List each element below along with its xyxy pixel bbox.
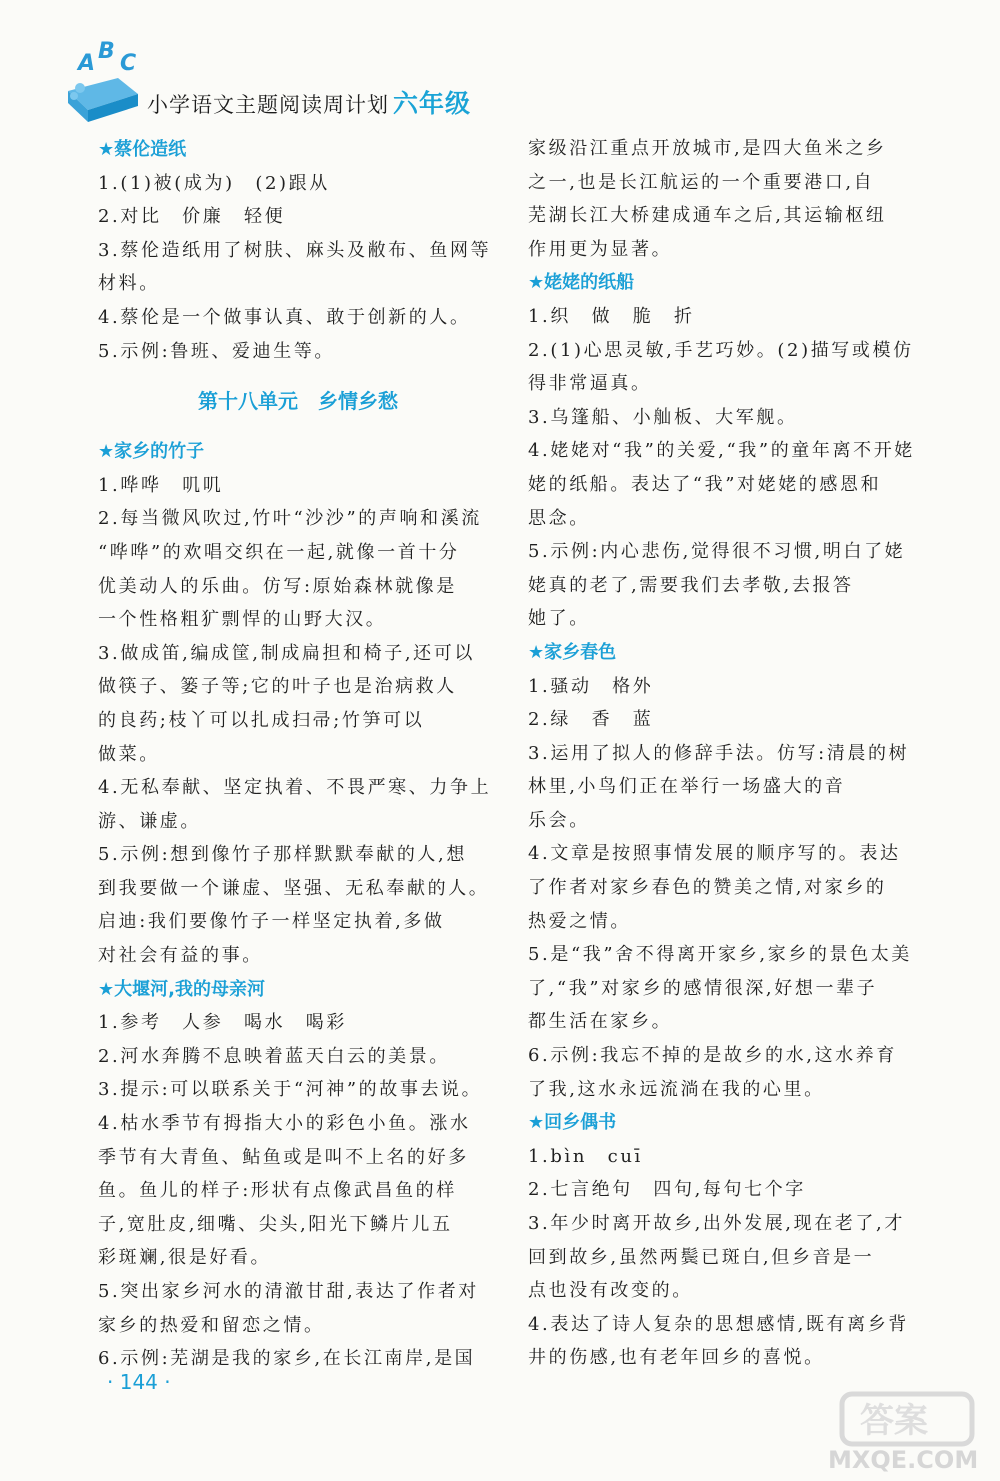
right-column	[528, 132, 918, 1375]
answer-line: 做菜。	[98, 743, 160, 765]
svg-text:C: C	[120, 51, 137, 76]
answer-line: 3.蔡伦造纸用了树肤、麻头及敝布、鱼网等	[98, 239, 492, 261]
answer-line: 4.文章是按照事情发展的顺序写的。表达	[528, 843, 901, 865]
section-heading: ★回乡偶书	[528, 1112, 617, 1134]
answer-line: 井的伤感,也有老年回乡的喜悦。	[528, 1347, 825, 1369]
answer-line: 了作者对家乡春色的赞美之情,对家乡的	[528, 877, 887, 899]
answer-line: 鱼。鱼儿的样子:形状有点像武昌鱼的样	[98, 1180, 457, 1202]
answer-line: 游、谦虚。	[98, 810, 201, 832]
answer-line: 她了。	[528, 608, 590, 630]
answer-line: 4.姥姥对“我”的关爱,“我”的童年离不开姥	[528, 440, 915, 462]
answer-line: 林里,小鸟们正在举行一场盛大的音	[528, 776, 846, 798]
answer-line: 之一,也是长江航运的一个重要港口,自	[528, 171, 875, 193]
section-heading: ★大堰河,我的母亲河	[98, 978, 265, 1000]
unit-title: 第十八单元 乡情乡愁	[198, 389, 398, 414]
answer-line: 了我,这水永远流淌在我的心里。	[528, 1078, 825, 1100]
answer-line: 5.突出家乡河水的清澈甘甜,表达了作者对	[98, 1281, 479, 1302]
answer-line: 2.每当微风吹过,竹叶“沙沙”的声响和溪流	[98, 508, 482, 530]
answer-line: 3.运用了拟人的修辞手法。仿写:清晨的树	[528, 742, 910, 764]
answer-line: 6.示例:我忘不掉的是故乡的水,这水养育	[528, 1045, 897, 1067]
answer-line: 了,“我”对家乡的感情很深,好想一辈子	[528, 977, 878, 999]
answer-line: 做筷子、篓子等;它的叶子也是治病救人	[98, 676, 457, 698]
answer-line: 5.是“我”舍不得离开家乡,家乡的景色太美	[528, 944, 912, 966]
answer-line: 对社会有益的事。	[98, 945, 263, 967]
section-heading: ★家乡的竹子	[98, 441, 205, 463]
page-header	[60, 36, 620, 126]
answer-line: 得非常逼真。	[528, 373, 652, 395]
book-title-text: 小学语文主题阅读周计划	[147, 93, 389, 117]
answer-line: 1.(1)被(成为) (2)跟从	[98, 172, 330, 194]
answer-line: 1.bìn cuī	[528, 1145, 643, 1167]
answer-line: 3.年少时离开故乡,出外发展,现在老了,才	[528, 1213, 905, 1234]
answer-line: 子,宽肚皮,细嘴、尖头,阳光下鳞片儿五	[98, 1213, 453, 1235]
answer-line: 思念。	[528, 507, 590, 529]
answer-line: 5.示例:内心悲伤,觉得很不习惯,明白了姥	[528, 541, 906, 563]
answer-line: 家级沿江重点开放城市,是四大鱼米之乡	[528, 138, 887, 159]
svg-text:答案: 答案	[860, 1401, 928, 1441]
answer-line: 启迪:我们要像竹子一样坚定执着,多做	[98, 911, 445, 933]
answer-line: 2.绿 香 蓝	[528, 709, 654, 731]
answer-line: 5.示例:想到像竹子那样默默奉献的人,想	[98, 844, 467, 866]
answer-line: 3.做成笛,编成筐,制成扁担和椅子,还可以	[98, 642, 475, 664]
answer-line: 季节有大青鱼、鲇鱼或是叫不上名的好多	[98, 1146, 469, 1168]
answer-line: 1.骚动 格外	[528, 675, 654, 697]
answer-line: 点也没有改变的。	[528, 1280, 693, 1302]
left-column	[98, 133, 498, 1376]
abc-book-logo-icon	[60, 36, 150, 126]
watermark-logo-icon	[820, 1388, 990, 1476]
answer-line: 1.哗哗 叽叽	[98, 474, 224, 496]
answer-line: 4.蔡伦是一个做事认真、敢于创新的人。	[98, 306, 471, 328]
answer-line: 1.参考 人参 喝水 喝彩	[98, 1012, 347, 1034]
answer-line: 2.河水奔腾不息映着蓝天白云的美景。	[98, 1045, 450, 1067]
svg-text:A: A	[78, 51, 96, 76]
answer-line: 2.对比 价廉 轻便	[98, 206, 286, 228]
answer-line: 2.七言绝句 四句,每句七个字	[528, 1179, 806, 1201]
answer-line: 3.乌篷船、小舢板、大军舰。	[528, 406, 798, 428]
section-heading: ★家乡春色	[528, 641, 617, 663]
page-number: · 144 ·	[107, 1370, 171, 1394]
section-heading: ★蔡伦造纸	[98, 139, 187, 160]
watermark-text: MXQE.COM	[828, 1446, 979, 1474]
answer-line: 姥真的老了,需要我们去孝敬,去报答	[528, 574, 854, 596]
answer-line: 姥的纸船。表达了“我”对姥姥的感恩和	[528, 473, 882, 495]
answer-line: 4.无私奉献、坚定执着、不畏严寒、力争上	[98, 777, 492, 799]
answer-line: 热爱之情。	[528, 910, 631, 932]
answer-line: 回到故乡,虽然两鬓已斑白,但乡音是一	[528, 1246, 875, 1268]
answer-line: 都生活在家乡。	[528, 1011, 673, 1033]
answer-line: 的良药;枝丫可以扎成扫帚;竹笋可以	[98, 709, 425, 731]
answer-line: 乐会。	[528, 809, 590, 831]
answer-line: 3.提示:可以联系关于“河神”的故事去说。	[98, 1079, 483, 1101]
answer-line: 芜湖长江大桥建成通车之后,其运输枢纽	[528, 205, 887, 227]
answer-line: 一个性格粗犷剽悍的山野大汉。	[98, 609, 387, 631]
answer-line: 5.示例:鲁班、爱迪生等。	[98, 340, 336, 362]
grade-label: 六年级	[393, 89, 472, 118]
answer-line: 6.示例:芜湖是我的家乡,在长江南岸,是国	[98, 1348, 476, 1370]
answer-line: 4.表达了诗人复杂的思想感情,既有离乡背	[528, 1313, 909, 1335]
answer-line: 优美动人的乐曲。仿写:原始森林就像是	[98, 575, 457, 597]
answer-line: 家乡的热爱和留恋之情。	[98, 1314, 325, 1336]
svg-text:B: B	[98, 39, 115, 64]
answer-line: 材料。	[98, 273, 160, 295]
answer-line: “哗哗”的欢唱交织在一起,就像一首十分	[98, 541, 460, 563]
section-heading: ★姥姥的纸船	[528, 272, 635, 294]
answer-line: 4.枯水季节有拇指大小的彩色小鱼。涨水	[98, 1113, 471, 1135]
answer-line: 彩斑斓,很是好看。	[98, 1247, 272, 1269]
answer-line: 1.织 做 脆 折	[528, 305, 695, 327]
answer-line: 作用更为显著。	[528, 238, 673, 260]
answer-line: 到我要做一个谦虚、坚强、无私奉献的人。	[98, 877, 490, 899]
answer-line: 2.(1)心思灵敏,手艺巧妙。(2)描写或模仿	[528, 339, 914, 361]
book-title	[147, 84, 471, 120]
